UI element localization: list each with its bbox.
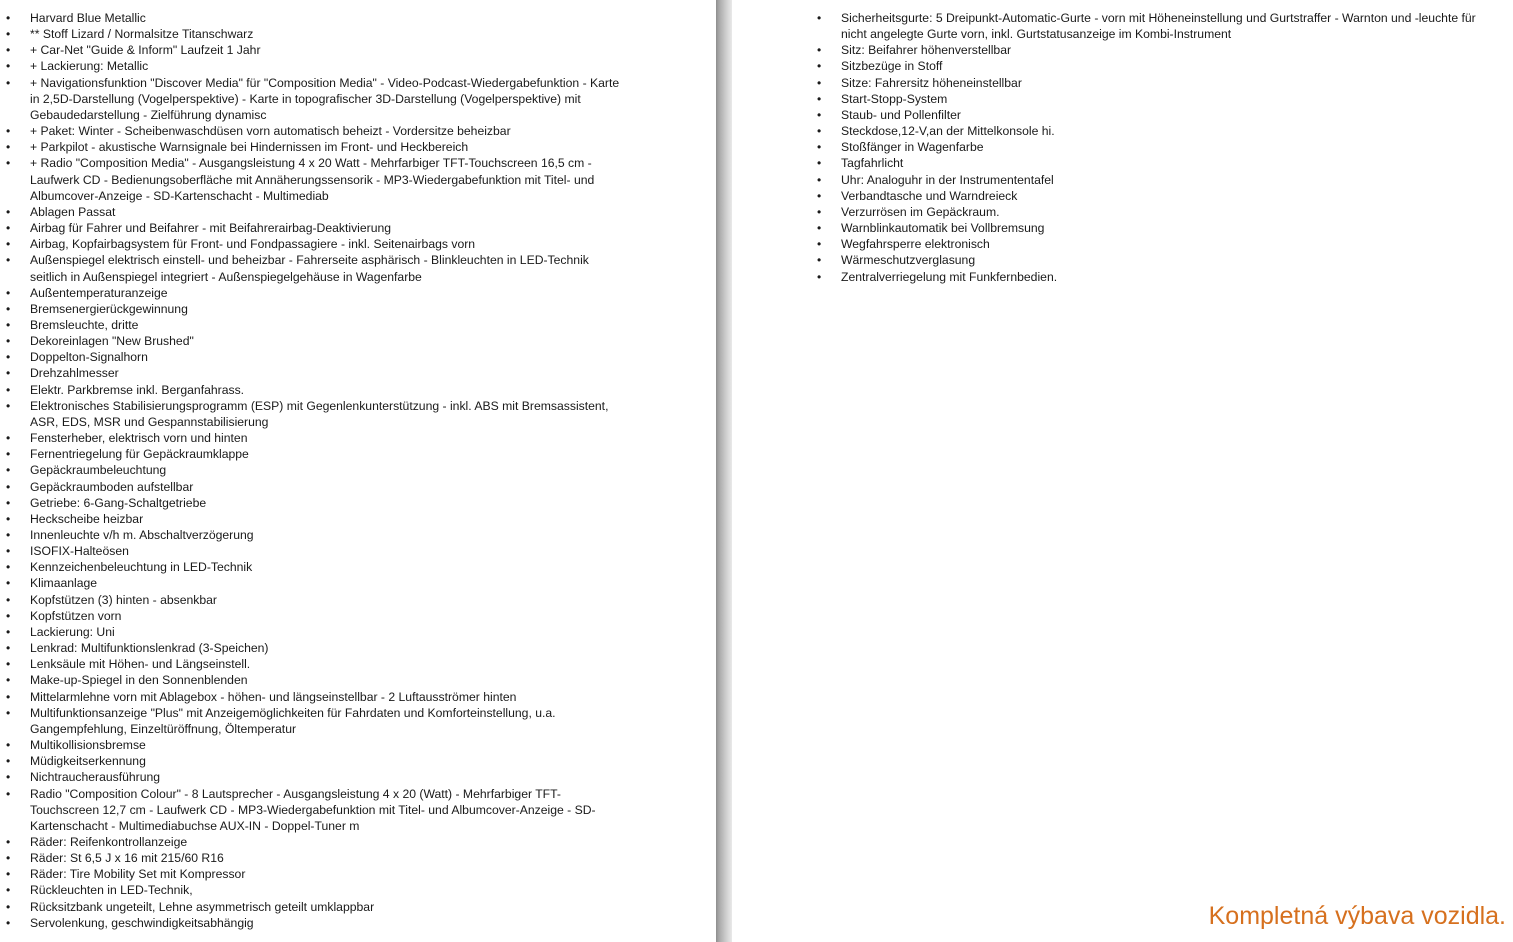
list-item: • Fensterheber, elektrisch vorn und hinten <box>30 430 626 446</box>
list-item: • Außenspiegel elektrisch einstell- und beheizbar - Fahrerseite asphärisch - Blinkleuchten in LED-Technik seitlich in Außenspiegel integriert - Außenspiegelgehäuse in Wagenfarbe <box>30 252 626 284</box>
list-item: • Steckdose,12-V,an der Mittelkonsole hi. <box>841 123 1501 139</box>
list-item: • Elektronisches Stabilisierungsprogramm (ESP) mit Gegenlenkunterstützung - inkl. ABS mit Bremsassistent, ASR, EDS, MSR und Gespannstabilisierung <box>30 398 626 430</box>
list-item: • Wegfahrsperre elektronisch <box>841 236 1501 252</box>
list-item: • Kennzeichenbeleuchtung in LED-Technik <box>30 559 626 575</box>
list-item: • Gepäckraumbeleuchtung <box>30 462 626 478</box>
list-item: • Getriebe: 6-Gang-Schaltgetriebe <box>30 495 626 511</box>
list-item: • Mittelarmlehne vorn mit Ablagebox - höhen- und längseinstellbar - 2 Luftausströmer hinten <box>30 689 626 705</box>
list-item: • + Car-Net "Guide & Inform" Laufzeit 1 Jahr <box>30 42 626 58</box>
document-page-right <box>732 0 1513 942</box>
list-item: • + Radio "Composition Media" - Ausgangsleistung 4 x 20 Watt - Mehrfarbiger TFT-Touchscreen 16,5 cm - Laufwerk CD - Bedienungsoberfläche mit Annäherungssensorik - MP3-Wiedergabefunktion mit Titel- und Albumcover-Anzeige - SD-Kartenschacht - Multimediab <box>30 155 626 203</box>
list-item: • Start-Stopp-System <box>841 91 1501 107</box>
list-item: • Lackierung: Uni <box>30 624 626 640</box>
caption-text: Kompletná výbava vozidla. <box>1208 902 1506 930</box>
list-item: • Verzurrösen im Gepäckraum. <box>841 204 1501 220</box>
list-item: • Elektr. Parkbremse inkl. Berganfahrass. <box>30 382 626 398</box>
list-item: • Staub- und Pollenfilter <box>841 107 1501 123</box>
list-item: • Servolenkung, geschwindigkeitsabhängig <box>30 915 626 931</box>
list-item: • ISOFIX-Halteösen <box>30 543 626 559</box>
list-item: • + Lackierung: Metallic <box>30 58 626 74</box>
list-item: • Uhr: Analoguhr in der Instrumententafel <box>841 172 1501 188</box>
list-item: • Multifunktionsanzeige "Plus" mit Anzeigemöglichkeiten für Fahrdaten und Komforteinstellung, u.a. Gangempfehlung, Einzeltüröffnung, Öltemperatur <box>30 705 626 737</box>
list-item: • Harvard Blue Metallic <box>30 10 626 26</box>
list-item: • Fernentriegelung für Gepäckraumklappe <box>30 446 626 462</box>
list-item: • Airbag, Kopfairbagsystem für Front- und Fondpassagiere - inkl. Seitenairbags vorn <box>30 236 626 252</box>
list-item: • Müdigkeitserkennung <box>30 753 626 769</box>
list-item: • Kopfstützen (3) hinten - absenkbar <box>30 592 626 608</box>
list-item: • Lenkrad: Multifunktionslenkrad (3-Speichen) <box>30 640 626 656</box>
list-item: • Kopfstützen vorn <box>30 608 626 624</box>
list-item: • Verbandtasche und Warndreieck <box>841 188 1501 204</box>
list-item: • Räder: Reifenkontrollanzeige <box>30 834 626 850</box>
list-item: • + Parkpilot - akustische Warnsignale bei Hindernissen im Front- und Heckbereich <box>30 139 626 155</box>
list-item: • Radio "Composition Colour" - 8 Lautsprecher - Ausgangsleistung 4 x 20 (Watt) - Mehrfarbiger TFT-Touchscreen 12,7 cm - Laufwerk CD - MP3-Wiedergabefunktion mit Titel- und Albumcover-Anzeige - SD-Kartenschacht - Multimediabuchse AUX-IN - Doppel-Tuner m <box>30 786 626 834</box>
list-item: • Make-up-Spiegel in den Sonnenblenden <box>30 672 626 688</box>
list-item: • Wärmeschutzverglasung <box>841 252 1501 268</box>
list-item: • + Navigationsfunktion "Discover Media" für "Composition Media" - Video-Podcast-Wiedergabefunktion - Karte in 2,5D-Darstellung (Vogelperspektive) - Karte in topografischer 3D-Darstellung (Vogelperspektive) mit Gebaudedarstellung - Zielführung dynamisc <box>30 75 626 123</box>
list-item: • Tagfahrlicht <box>841 155 1501 171</box>
list-item: • Sitzbezüge in Stoff <box>841 58 1501 74</box>
list-item: • Warnblinkautomatik bei Vollbremsung <box>841 220 1501 236</box>
list-item: • Innenleuchte v/h m. Abschaltverzögerung <box>30 527 626 543</box>
list-item: • Stoßfänger in Wagenfarbe <box>841 139 1501 155</box>
list-item: • Ablagen Passat <box>30 204 626 220</box>
list-item: • Gepäckraumboden aufstellbar <box>30 479 626 495</box>
list-item: • Räder: Tire Mobility Set mit Kompressor <box>30 866 626 882</box>
list-item: • Sicherheitsgurte: 5 Dreipunkt-Automatic-Gurte - vorn mit Höheneinstellung und Gurtstraffer - Warnton und -leuchte für nicht angelegte Gurte vorn, inkl. Gurtstatusanzeige im Kombi-Instrument <box>841 10 1501 42</box>
list-item: • Rückleuchten in LED-Technik, <box>30 882 626 898</box>
list-item: • Drehzahlmesser <box>30 365 626 381</box>
list-item: • Doppelton-Signalhorn <box>30 349 626 365</box>
list-item: • Nichtraucherausführung <box>30 769 626 785</box>
document-page-left <box>0 0 716 942</box>
equipment-list-right <box>841 10 1501 285</box>
list-item: • Multikollisionsbremse <box>30 737 626 753</box>
list-item: • Räder: St 6,5 J x 16 mit 215/60 R16 <box>30 850 626 866</box>
list-item: • Airbag für Fahrer und Beifahrer - mit Beifahrerairbag-Deaktivierung <box>30 220 626 236</box>
list-item: • Dekoreinlagen "New Brushed" <box>30 333 626 349</box>
list-item: • Bremsleuchte, dritte <box>30 317 626 333</box>
list-item: • Klimaanlage <box>30 575 626 591</box>
list-item: • Zentralverriegelung mit Funkfernbedien. <box>841 269 1501 285</box>
list-item: • Sitz: Beifahrer höhenverstellbar <box>841 42 1501 58</box>
list-item: • + Paket: Winter - Scheibenwaschdüsen vorn automatisch beheizt - Vordersitze beheizbar <box>30 123 626 139</box>
list-item: • Außentemperaturanzeige <box>30 285 626 301</box>
list-item: • Lenksäule mit Höhen- und Längseinstell. <box>30 656 626 672</box>
page-divider <box>716 0 732 942</box>
list-item: • Sitze: Fahrersitz höheneinstellbar <box>841 75 1501 91</box>
list-item: • Heckscheibe heizbar <box>30 511 626 527</box>
list-item: • Rücksitzbank ungeteilt, Lehne asymmetrisch geteilt umklappbar <box>30 899 626 915</box>
list-item: • Bremsenergierückgewinnung <box>30 301 626 317</box>
equipment-list-left <box>30 10 626 931</box>
list-item: • ** Stoff Lizard / Normalsitze Titanschwarz <box>30 26 626 42</box>
